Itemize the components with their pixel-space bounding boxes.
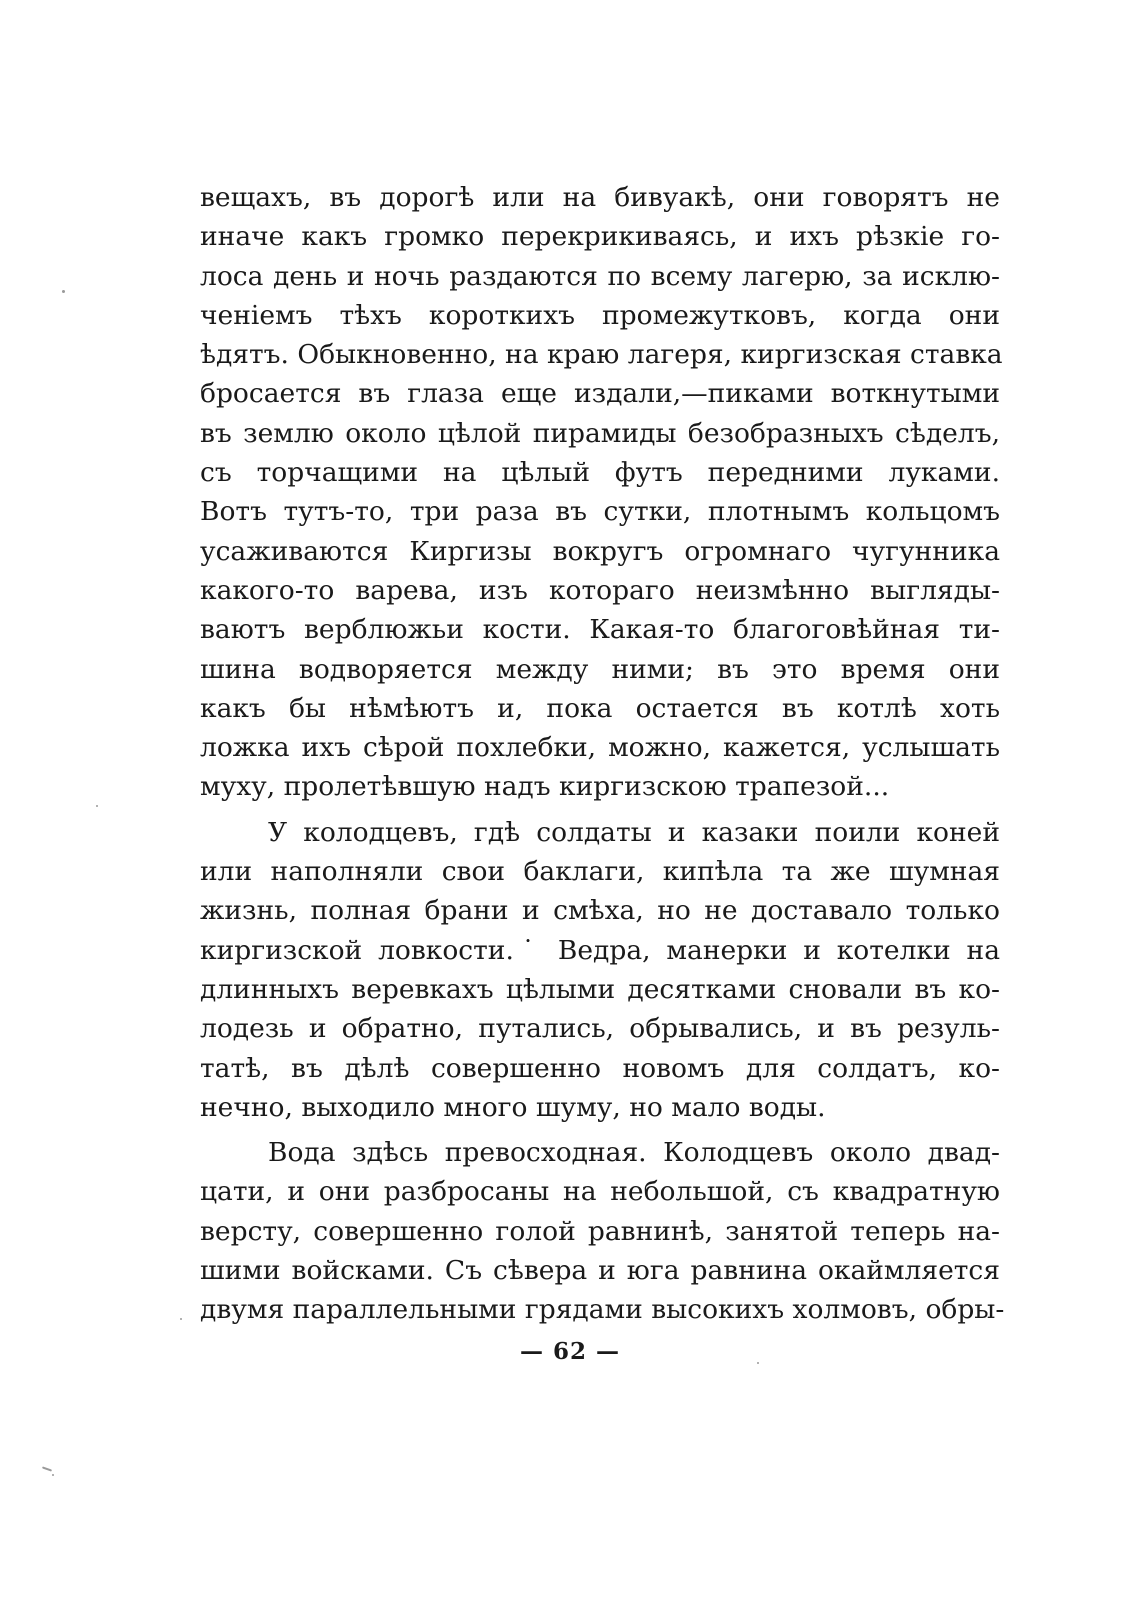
text-line: съ торчащими на цѣлый футъ передними луками. (200, 457, 1000, 489)
text-line: усаживаются Киргизы вокругъ огромнаго чугунника (200, 535, 1000, 567)
paper-speck (96, 805, 98, 807)
text-line: ваютъ верблюжьи кости. Какая-то благоговѣйная ти- (200, 614, 1000, 646)
text-line: длинныхъ веревкахъ цѣлыми десятками сновали въ ко- (200, 973, 1000, 1005)
text-line: въ землю около цѣлой пирамиды безобразныхъ сѣделъ, (200, 417, 1000, 449)
text-line: ченіемъ тѣхъ короткихъ промежутковъ, когда они (200, 299, 1000, 331)
text-line: двумя параллельными грядами высокихъ холмовъ, обры- (200, 1294, 1005, 1326)
paper-speck (62, 290, 65, 293)
text-line: версту, совершенно голой равнинѣ, занятой теперь на- (200, 1215, 1000, 1247)
text-line: вещахъ, въ дорогѣ или на бивуакѣ, они говорятъ не (200, 182, 1000, 213)
text-line: Вотъ тутъ-то, три раза въ сутки, плотнымъ кольцомъ (200, 496, 1000, 528)
text-line: лодезь и обратно, путались, обрывались, и въ резуль- (200, 1013, 1000, 1045)
text-line: Вода здѣсь превосходная. Колодцевъ около двад- (268, 1137, 1000, 1169)
text-line: жизнь, полная брани и смѣха, но не доставало только (200, 895, 1000, 927)
paper-speck (42, 1466, 52, 1471)
text-line: какого-то варева, изъ котораго неизмѣнно выгляды- (200, 574, 1000, 606)
text-line: ѣдятъ. Обыкновенно, на краю лагеря, киргизская ставка (200, 339, 1003, 371)
text-line: нечно, выходило много шуму, но мало воды. (200, 1091, 826, 1123)
text-line: или наполняли свои баклаги, кипѣла та же шумная (200, 856, 1000, 888)
text-line: шина водворяется между ними; въ это время они (200, 653, 1000, 685)
text-line: У колодцевъ, гдѣ солдаты и казаки поили коней (268, 816, 1000, 848)
text-line: бросается въ глаза еще издали,—пиками воткнутыми (200, 378, 1000, 410)
text-line: муху, пролетѣвшую надъ киргизскою трапезой... (200, 771, 890, 803)
page-number: — 62 — (519, 1338, 621, 1365)
text-block (200, 178, 1005, 1330)
paper-speck (180, 1318, 182, 1320)
text-line: ложка ихъ сѣрой похлебки, можно, кажется, услышать (200, 732, 1000, 764)
text-line: шими войсками. Съ сѣвера и юга равнина окаймляется (200, 1255, 1000, 1287)
paper-speck (52, 1474, 54, 1476)
text-line: иначе какъ громко перекрикиваясь, и ихъ рѣзкіе го- (200, 221, 1000, 253)
text-line: киргизской ловкости.˙ Ведра, манерки и котелки на (200, 934, 1000, 966)
text-line: какъ бы нѣмѣютъ и, пока остается въ котлѣ хоть (200, 692, 1000, 724)
text-line: цати, и они разбросаны на небольшой, съ квадратную (200, 1176, 1000, 1208)
text-line: лоса день и ночь раздаются по всему лагерю, за исклю- (200, 260, 1000, 292)
text-line: татѣ, въ дѣлѣ совершенно новомъ для солдатъ, ко- (200, 1052, 1000, 1084)
paper-speck (757, 1362, 759, 1364)
